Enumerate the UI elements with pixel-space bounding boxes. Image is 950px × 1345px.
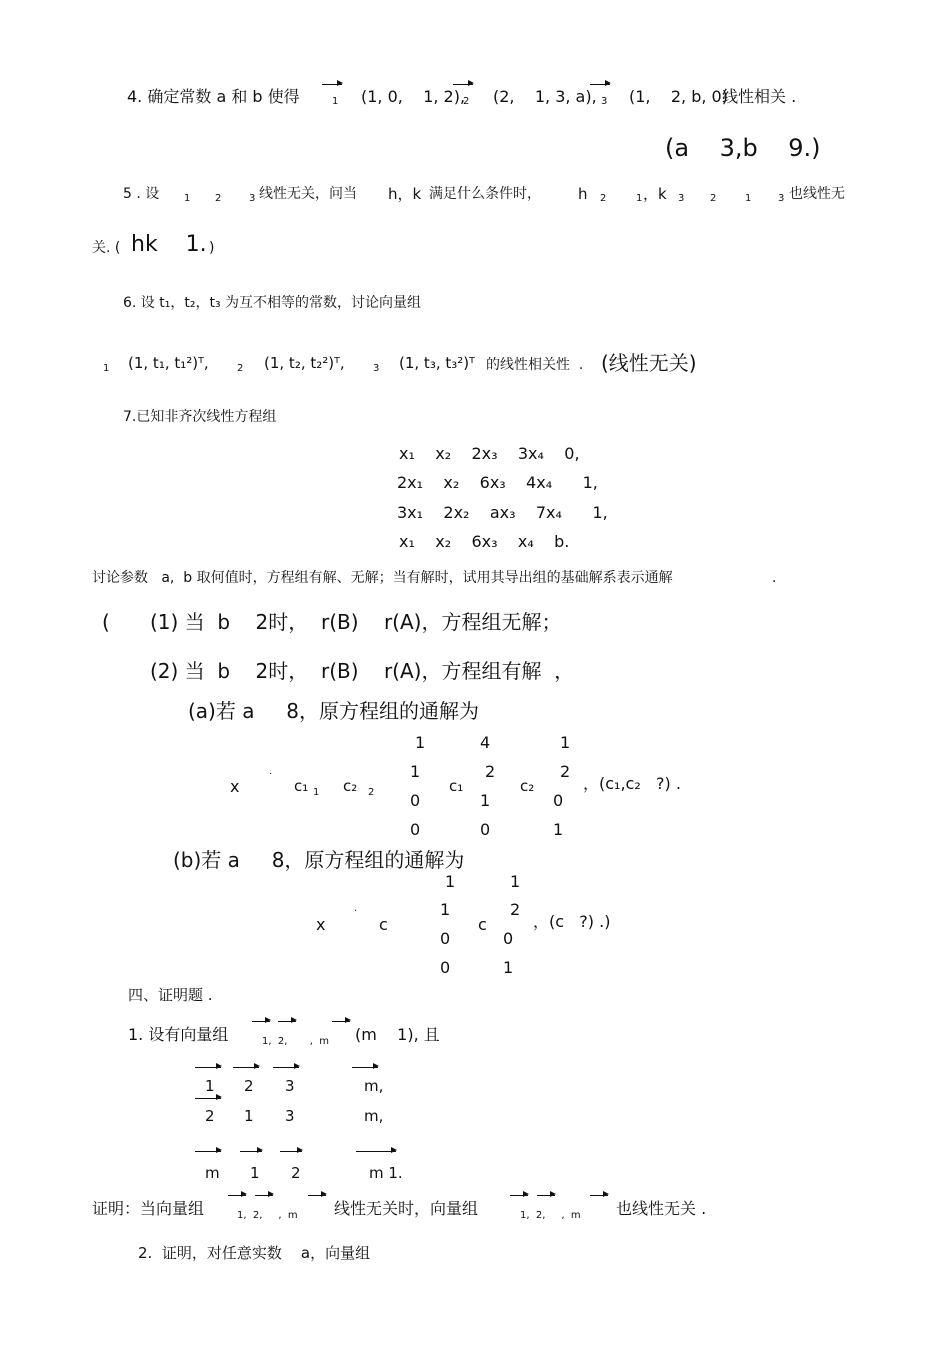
row1-entry: m, bbox=[364, 1077, 384, 1095]
row2-entry: m, bbox=[364, 1107, 384, 1125]
gen-a-c1: c₁ bbox=[294, 777, 309, 795]
matrix-entry: 1 bbox=[480, 791, 491, 810]
gen-b-c: c bbox=[379, 915, 388, 934]
q5-sub: 1 bbox=[184, 193, 191, 204]
q4-a3-value: (1, 2, b, 0) bbox=[629, 87, 728, 106]
vector-arrow-icon bbox=[590, 1195, 608, 1196]
q6-vector-2: (1, t₂, t₂²)ᵀ, bbox=[264, 354, 345, 372]
row2-entry: 2 bbox=[205, 1107, 215, 1125]
q5-mid: 线性无关，问当 bbox=[259, 186, 357, 202]
q5-sub: 2 bbox=[710, 193, 717, 204]
matrix-entry: 0 bbox=[553, 791, 564, 810]
q5-k: ，k bbox=[643, 185, 667, 203]
q7-equation-3: 3x₁ 2x₂ ax₃ 7x₄ 1, bbox=[397, 503, 608, 522]
row3-entry: m bbox=[205, 1164, 220, 1182]
matrix-entry: 1 bbox=[415, 733, 426, 752]
p2-text: 2. 证明，对任意实数 a，向量组 bbox=[138, 1244, 371, 1262]
fraction-bar bbox=[195, 1098, 221, 1099]
q4-a2-value: (2, 1, 3, a), bbox=[493, 87, 597, 106]
vector-arrow-icon bbox=[352, 1067, 378, 1068]
matrix-entry: 2 bbox=[560, 762, 571, 781]
q4-a1-value: (1, 0, 1, 2), bbox=[361, 87, 466, 106]
vector-arrow-icon bbox=[273, 1067, 299, 1068]
q6-answer: (线性无关) bbox=[601, 351, 697, 375]
matrix-entry: 2 bbox=[485, 762, 496, 781]
gen-a-cc2: c₂ bbox=[520, 777, 535, 795]
q6-text: 6. 设 t₁，t₂，t₃ 为互不相等的常数，讨论向量组 bbox=[123, 295, 422, 311]
vector-arrow-icon bbox=[252, 1021, 270, 1022]
gen-a-x: x bbox=[230, 777, 240, 796]
matrix-entry: 0 bbox=[503, 929, 514, 948]
vector-arrow-icon bbox=[590, 84, 610, 85]
vector-arrow-icon bbox=[308, 1195, 326, 1196]
matrix-entry: 1 bbox=[410, 762, 421, 781]
section-4-title: 四、证明题 . bbox=[128, 986, 213, 1004]
q7-case-2: (2) 当 b 2时， r(B) r(A)，方程组有解 ， bbox=[150, 659, 575, 683]
q4-a1-sub: 1 bbox=[332, 96, 339, 107]
vector-arrow-icon bbox=[322, 84, 342, 85]
q6-sub: 3 bbox=[373, 363, 380, 374]
q5-sub: 1 bbox=[745, 193, 752, 204]
matrix-entry: 1 bbox=[445, 872, 456, 891]
q5-prefix: 5 . 设 bbox=[123, 186, 160, 202]
q5-sub: 2 bbox=[215, 193, 222, 204]
row3-entry: m 1. bbox=[369, 1164, 403, 1182]
gen-a-c2: c₂ bbox=[343, 777, 358, 795]
p1-condition: (m 1), 且 bbox=[355, 1025, 440, 1044]
matrix-entry: 0 bbox=[410, 791, 421, 810]
matrix-entry: 4 bbox=[480, 733, 491, 752]
matrix-entry: 1 bbox=[440, 900, 451, 919]
row3-entry: 2 bbox=[291, 1164, 301, 1182]
matrix-entry: 2 bbox=[510, 900, 521, 919]
q5-condition: 满足什么条件时， bbox=[429, 186, 541, 202]
q6-sub: 1 bbox=[103, 363, 110, 374]
p1-proof-mid: 线性无关时，向量组 bbox=[334, 1199, 479, 1218]
q5-sub: 2 bbox=[600, 193, 607, 204]
vector-arrow-icon bbox=[332, 1021, 350, 1022]
gen-b-cc: c bbox=[478, 915, 487, 934]
q4-a2-sub: 2 bbox=[463, 96, 470, 107]
gen-a-cc1: c₁ bbox=[449, 777, 464, 795]
q5-hk: h，k bbox=[388, 185, 422, 203]
vector-arrow-icon bbox=[255, 1195, 273, 1196]
q6-tail: 的线性相关性 . bbox=[486, 357, 584, 373]
gen-a-s2: 2 bbox=[368, 787, 375, 798]
gen-b-x: x bbox=[316, 915, 326, 934]
q7-sub-a: (a)若 a 8，原方程组的通解为 bbox=[188, 699, 479, 723]
row1-entry: 1 bbox=[205, 1077, 215, 1095]
q5-tail: 也线性无 bbox=[789, 186, 845, 202]
matrix-entry: 0 bbox=[440, 929, 451, 948]
vector-arrow-icon bbox=[537, 1195, 555, 1196]
q7-equation-2: 2x₁ x₂ 6x₃ 4x₄ 1, bbox=[397, 473, 598, 492]
vector-arrow-icon bbox=[453, 84, 473, 85]
q5-line2-prefix: 关. ( bbox=[92, 240, 121, 256]
gen-a-tail: ，(c₁,c₂ ?) . bbox=[583, 774, 681, 793]
vector-arrow-icon bbox=[510, 1195, 528, 1196]
row1-entry: 3 bbox=[285, 1077, 295, 1095]
vector-arrow-icon bbox=[233, 1067, 259, 1068]
q4-text: 4. 确定常数 a 和 b 使得 bbox=[127, 87, 300, 106]
q7-discuss-dot: . bbox=[772, 570, 777, 586]
vector-arrow-icon bbox=[280, 1151, 302, 1152]
q4-a3-sub: 3 bbox=[601, 96, 608, 107]
q5-answer: hk 1. bbox=[131, 232, 207, 257]
matrix-entry: 1 bbox=[510, 872, 521, 891]
q6-sub: 2 bbox=[237, 363, 244, 374]
q5-sub: 3 bbox=[778, 193, 785, 204]
p1-subs-2: 1, 2, , m bbox=[237, 1210, 298, 1221]
q4-answer: (a 3,b 9.) bbox=[665, 134, 821, 162]
q7-title: 7.已知非齐次线性方程组 bbox=[123, 409, 277, 425]
row3-entry: 1 bbox=[250, 1164, 260, 1182]
vector-arrow-icon bbox=[195, 1067, 221, 1068]
row2-entry: 1 bbox=[244, 1107, 254, 1125]
q7-case-1: (1) 当 b 2时， r(B) r(A)，方程组无解； bbox=[150, 610, 562, 634]
q5-sub: 3 bbox=[249, 193, 256, 204]
matrix-entry: 1 bbox=[553, 820, 564, 839]
matrix-entry: 0 bbox=[480, 820, 491, 839]
vector-arrow-icon bbox=[278, 1021, 296, 1022]
vector-arrow-icon bbox=[356, 1151, 396, 1152]
q6-vector-3: (1, t₃, t₃²)ᵀ bbox=[399, 354, 475, 372]
q7-open-paren: ( bbox=[102, 610, 110, 634]
gen-b-dot: · bbox=[354, 906, 358, 917]
matrix-entry: 1 bbox=[503, 958, 514, 977]
gen-a-dot: · bbox=[269, 769, 273, 780]
vector-arrow-icon bbox=[240, 1151, 262, 1152]
gen-a-s1: 1 bbox=[313, 787, 320, 798]
row2-entry: 3 bbox=[285, 1107, 295, 1125]
vector-arrow-icon bbox=[195, 1151, 221, 1152]
q5-sub: 1 bbox=[636, 193, 643, 204]
q7-equation-4: x₁ x₂ 6x₃ x₄ b. bbox=[399, 532, 570, 551]
q7-discuss: 讨论参数 a, b 取何值时，方程组有解、无解；当有解时，试用其导出组的基础解系表示通解 bbox=[92, 570, 673, 586]
p1-text: 1. 设有向量组 bbox=[128, 1025, 229, 1044]
q4-tail: 线性相关 . bbox=[722, 87, 797, 106]
matrix-entry: 0 bbox=[440, 958, 451, 977]
q6-vector-1: (1, t₁, t₁²)ᵀ, bbox=[128, 354, 209, 372]
matrix-entry: 0 bbox=[410, 820, 421, 839]
q7-sub-b: (b)若 a 8，原方程组的通解为 bbox=[173, 848, 465, 872]
vector-arrow-icon bbox=[228, 1195, 246, 1196]
row1-entry: 2 bbox=[244, 1077, 254, 1095]
gen-b-tail: ，(c ?) .) bbox=[533, 912, 611, 931]
p1-subs-3: 1, 2, , m bbox=[520, 1210, 581, 1221]
p1-subs: 1, 2, , m bbox=[262, 1036, 329, 1047]
q5-close: ) bbox=[209, 240, 215, 256]
q5-h: h bbox=[578, 185, 588, 203]
p1-proof-prefix: 证明：当向量组 bbox=[92, 1199, 205, 1218]
q7-equation-1: x₁ x₂ 2x₃ 3x₄ 0, bbox=[399, 444, 580, 463]
p1-proof-tail: 也线性无关 . bbox=[616, 1199, 707, 1218]
matrix-entry: 1 bbox=[560, 733, 571, 752]
q5-sub: 3 bbox=[678, 193, 685, 204]
